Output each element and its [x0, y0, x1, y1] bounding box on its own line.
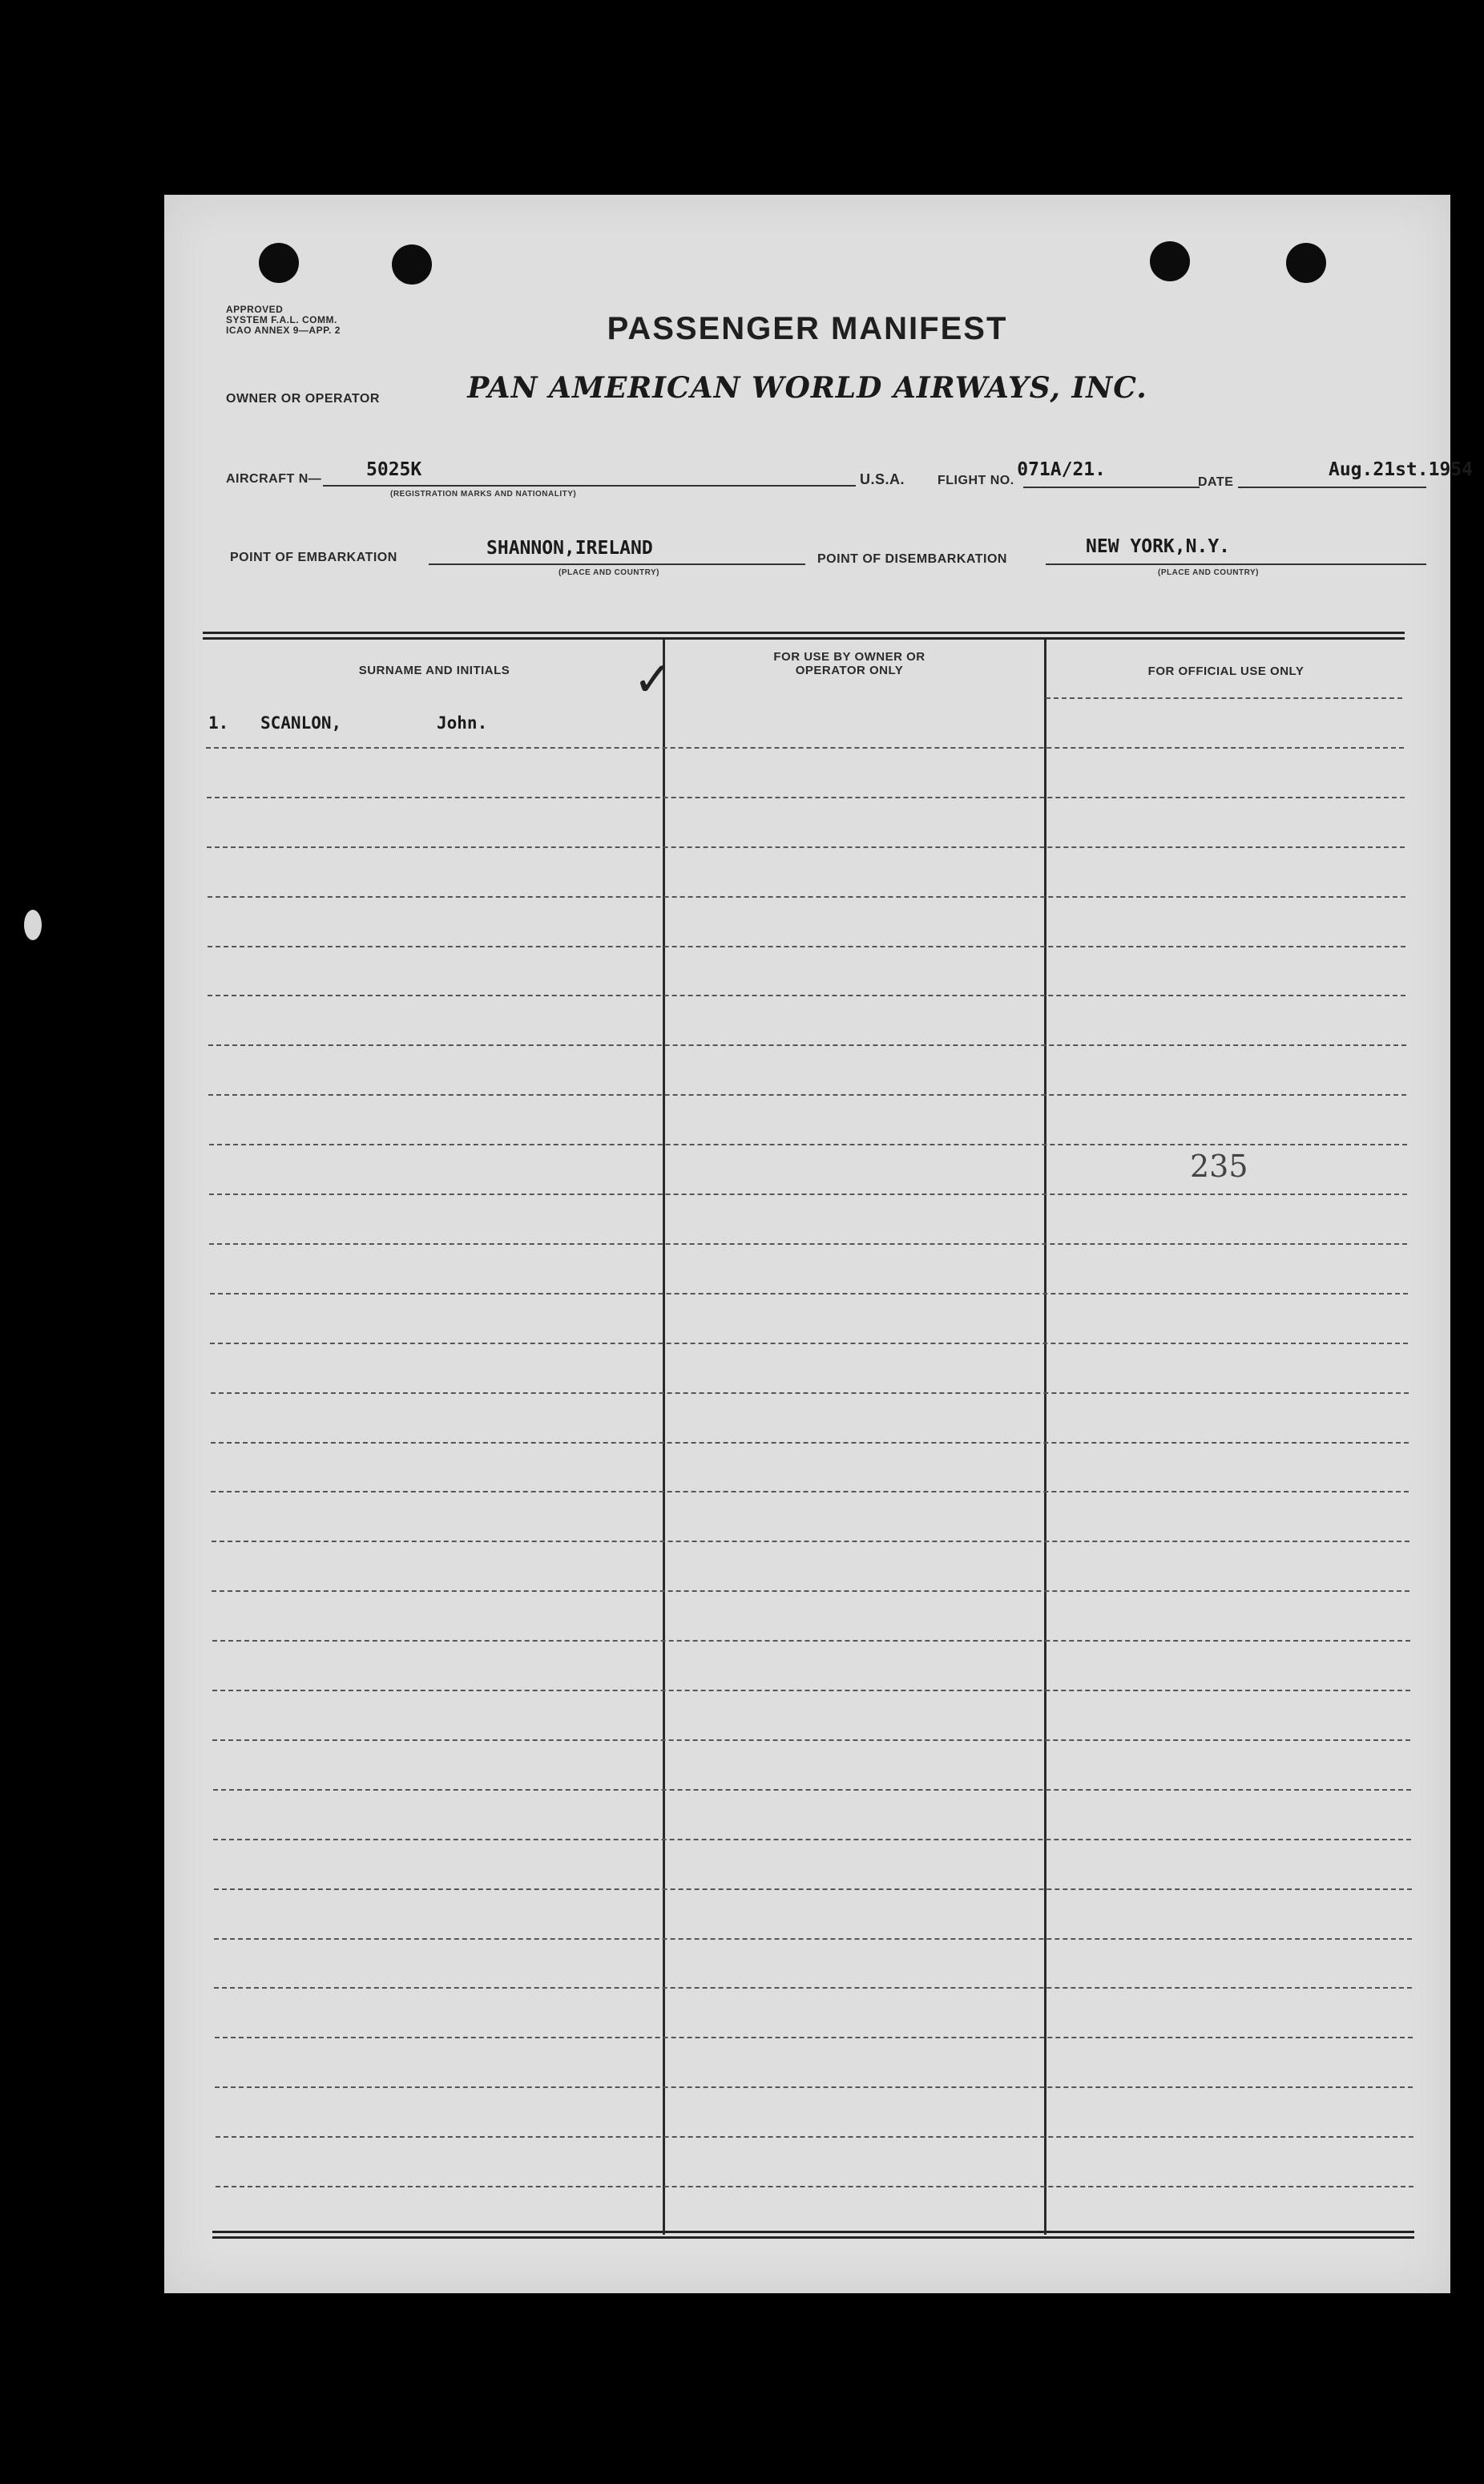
- table-row-line: [212, 1739, 1410, 1741]
- table-row-line: [214, 1888, 1412, 1890]
- registration-caption: (REGISTRATION MARKS AND NATIONALITY): [390, 490, 577, 499]
- approval-line: APPROVED: [226, 304, 284, 315]
- place-caption-disembarkation: (PLACE AND COUNTRY): [1158, 568, 1259, 577]
- approval-line: SYSTEM F.A.L. COMM.: [226, 314, 337, 325]
- table-row-line: [209, 1243, 1407, 1245]
- airline-name: PAN AMERICAN WORLD AIRWAYS, INC.: [467, 371, 1147, 405]
- page-title: PASSENGER MANIFEST: [607, 311, 1008, 346]
- punch-hole: [392, 244, 432, 285]
- disembarkation-underline: [1046, 563, 1426, 565]
- table-row-line: [208, 946, 1405, 947]
- punch-hole: [1286, 243, 1326, 283]
- table-row-line: [210, 1343, 1408, 1344]
- table-row-line: [212, 1590, 1409, 1592]
- flight-underline: [1023, 487, 1200, 488]
- table-row-line: [215, 2037, 1413, 2038]
- embarkation-label: POINT OF EMBARKATION: [230, 551, 397, 564]
- disembarkation-field: NEW YORK,N.Y.: [1086, 536, 1231, 557]
- table-row-line: [213, 1789, 1411, 1791]
- table-row-line: [207, 797, 1405, 798]
- passenger-surname: SCANLON,: [260, 713, 342, 733]
- approval-line: ICAO ANNEX 9—APP. 2: [226, 325, 341, 336]
- table-row-line: [209, 1194, 1407, 1195]
- embarkation-field: SHANNON,IRELAND: [486, 538, 653, 559]
- table-row-line: [206, 747, 1404, 749]
- scan-artifact: [24, 910, 42, 940]
- column-divider: [663, 640, 665, 2235]
- table-row-line: [1046, 697, 1402, 699]
- table-row-line: [214, 1987, 1412, 1989]
- table-row-line: [216, 2186, 1413, 2187]
- table-row-line: [209, 1144, 1407, 1145]
- table-row-line: [208, 896, 1405, 898]
- flight-field: 071A/21.: [1017, 459, 1106, 480]
- table-top-border: [203, 632, 1405, 640]
- table-row-line: [211, 1442, 1409, 1444]
- owner-label: OWNER OR OPERATOR: [226, 392, 380, 406]
- punch-hole: [1150, 241, 1190, 281]
- table-row-line: [216, 2136, 1413, 2138]
- check-mark-icon: ✓: [633, 652, 674, 708]
- column-divider: [1044, 640, 1046, 2235]
- table-row-line: [207, 846, 1405, 848]
- table-row-line: [208, 995, 1405, 996]
- table-row-line: [208, 1044, 1406, 1046]
- table-row-line: [211, 1392, 1409, 1394]
- flight-label: FLIGHT NO.: [938, 474, 1014, 487]
- table-row-line: [212, 1690, 1410, 1691]
- table-row-line: [212, 1640, 1410, 1642]
- embarkation-underline: [429, 563, 805, 565]
- aircraft-underline: [323, 485, 856, 487]
- date-underline: [1238, 487, 1426, 488]
- aircraft-field: 5025K: [366, 459, 422, 480]
- place-caption-embarkation: (PLACE AND COUNTRY): [559, 568, 659, 577]
- table-row-line: [211, 1491, 1409, 1492]
- table-row-line: [208, 1094, 1406, 1096]
- date-label: DATE: [1198, 475, 1234, 489]
- disembarkation-label: POINT OF DISEMBARKATION: [817, 552, 1007, 566]
- col-header-surname: SURNAME AND INITIALS: [358, 664, 510, 677]
- passenger-initials: John.: [437, 713, 488, 733]
- official-number: 235: [1190, 1149, 1248, 1184]
- manifest-sheet: [164, 195, 1473, 2293]
- nationality: U.S.A.: [860, 471, 905, 487]
- punch-hole: [259, 243, 299, 283]
- table-bottom-border: [212, 2231, 1414, 2239]
- col-header-owner: FOR USE BY OWNER OR OPERATOR ONLY: [773, 650, 925, 677]
- table-row-line: [212, 1541, 1409, 1542]
- row-number: 1.: [208, 713, 229, 733]
- table-row-line: [215, 2086, 1413, 2088]
- table-row-line: [214, 1938, 1412, 1940]
- table-row-line: [210, 1293, 1408, 1295]
- col-header-official: FOR OFFICIAL USE ONLY: [1147, 664, 1305, 678]
- date-field: Aug.21st.1954: [1328, 459, 1473, 480]
- table-row-line: [213, 1839, 1411, 1840]
- aircraft-label: AIRCRAFT N—: [226, 472, 322, 486]
